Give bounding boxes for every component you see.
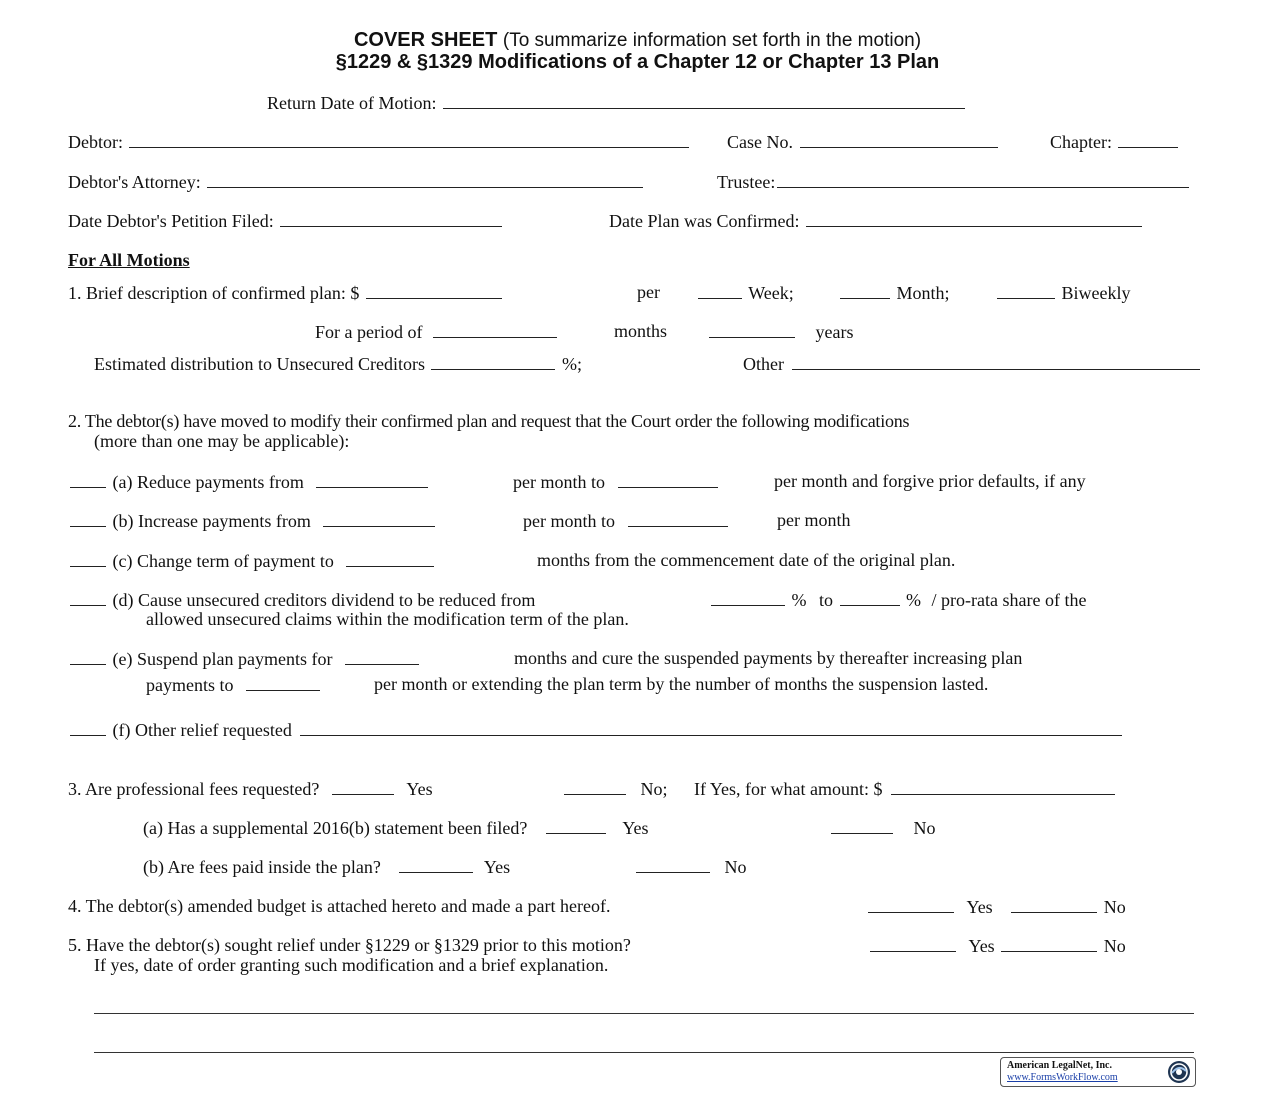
item3-a-yes: Yes — [622, 818, 649, 838]
item3-no: No; — [640, 779, 668, 799]
company-logo — [1000, 1057, 1196, 1087]
item4-no-field[interactable] — [1011, 896, 1097, 913]
item2-b-mid: per month to — [523, 511, 615, 531]
item2-a-mid: per month to — [513, 472, 605, 492]
estimated-label: Estimated distribution to Unsecured Creditors — [94, 354, 425, 374]
item3-a-no: No — [913, 818, 936, 838]
return-date-row — [267, 92, 967, 114]
period-row — [315, 321, 559, 343]
item1-label: 1. Brief description of confirmed plan: $ — [68, 283, 360, 303]
petition-filed-row — [68, 210, 504, 232]
item2-c-row — [68, 550, 436, 572]
return-date-label: Return Date of Motion: — [267, 93, 437, 113]
item1-month-row — [838, 282, 950, 304]
item2-c-end: months from the commencement date of the original plan. — [537, 550, 956, 570]
item3-b-yes: Yes — [483, 857, 511, 877]
item2-c-term-field[interactable] — [346, 550, 434, 567]
item2-f-row — [68, 719, 1124, 741]
estimated-field[interactable] — [431, 353, 555, 370]
item2-d-check[interactable] — [70, 589, 106, 606]
item3-amount-field[interactable] — [891, 778, 1115, 795]
biweekly-field[interactable] — [997, 282, 1055, 299]
petition-filed-label: Date Debtor's Petition Filed: — [68, 211, 274, 231]
section-header: For All Motions — [68, 250, 190, 270]
item2-a-from-field[interactable] — [316, 471, 428, 488]
item2-a-to-field[interactable] — [618, 471, 718, 488]
item2-b-row — [68, 510, 437, 532]
item2-d-to: to — [819, 590, 834, 610]
item3-b-no: No — [724, 857, 747, 877]
period-field[interactable] — [433, 321, 557, 338]
globe-icon — [1167, 1060, 1191, 1084]
period-years-row — [707, 321, 853, 343]
item1-per: per — [637, 282, 660, 302]
item2-e-line2b: per month or extending the plan term by the number of months the suspension lasted. — [374, 674, 989, 694]
week-field[interactable] — [698, 282, 742, 299]
item3-amount-label: If Yes, for what amount: $ — [694, 779, 883, 799]
other-label: Other — [743, 354, 784, 374]
item2-line2: (more than one may be applicable): — [94, 431, 350, 451]
explanation-line-1[interactable] — [94, 1013, 1194, 1014]
week-label: Week; — [748, 283, 794, 303]
biweekly-label: Biweekly — [1061, 283, 1131, 303]
item3-a-yes-field[interactable] — [546, 817, 606, 834]
item3-label: 3. Are professional fees requested? — [68, 779, 320, 799]
item2-d-end: / pro-rata share of the — [931, 590, 1087, 610]
item2-a-row — [68, 471, 430, 493]
item3-b-label: (b) Are fees paid inside the plan? — [143, 857, 381, 877]
item2-line1: 2. The debtor(s) have moved to modify their confirmed plan and request that the Court order the following modifications — [68, 411, 910, 431]
item4-options — [866, 896, 1126, 918]
item2-f-check[interactable] — [70, 719, 106, 736]
item2-d-row — [68, 589, 535, 611]
item5-line2: If yes, date of order granting such modification and a brief explanation. — [94, 955, 609, 975]
debtor-label: Debtor: — [68, 132, 123, 152]
title-bold: COVER SHEET — [353, 29, 498, 51]
item2-c-label: (c) Change term of payment to — [112, 551, 334, 571]
item2-c-check[interactable] — [70, 550, 106, 567]
item2-b-end: per month — [777, 510, 851, 530]
item1-biweekly-row — [995, 282, 1131, 304]
item2-d-pct-row — [709, 589, 1086, 611]
item5-no: No — [1103, 936, 1126, 956]
period-label: For a period of — [315, 322, 423, 342]
item2-a-mid-row — [513, 471, 720, 493]
years-label: years — [815, 322, 854, 342]
item2-b-from-field[interactable] — [323, 510, 435, 527]
other-field[interactable] — [792, 353, 1200, 370]
item2-a-label: (a) Reduce payments from — [112, 472, 304, 492]
item2-a-check[interactable] — [70, 471, 106, 488]
trustee-row — [717, 171, 1191, 193]
logo-url-link[interactable]: www.FormsWorkFlow.com — [1007, 1072, 1118, 1083]
item2-b-label: (b) Increase payments from — [112, 511, 311, 531]
trustee-field[interactable] — [777, 171, 1189, 188]
item2-e-line2a: payments to — [146, 675, 234, 695]
item1-row1 — [68, 282, 504, 304]
item3-yes-field[interactable] — [332, 778, 394, 795]
plan-confirmed-row — [609, 210, 1144, 232]
case-no-field[interactable] — [800, 131, 998, 148]
item3-yes: Yes — [406, 779, 433, 799]
plan-confirmed-field[interactable] — [806, 210, 1142, 227]
case-no-row — [727, 131, 1000, 153]
item5-label: 5. Have the debtor(s) sought relief under §1229 or §1329 prior to this motion? — [68, 935, 631, 955]
item3-b-no-row — [634, 856, 747, 878]
item5-options — [868, 935, 1126, 957]
return-date-field[interactable] — [443, 92, 965, 109]
item2-e-row — [68, 648, 421, 670]
trustee-label: Trustee: — [717, 172, 776, 192]
estimated-row — [94, 353, 582, 375]
item3-no-row — [562, 778, 668, 800]
title-note: (To summarize information set forth in the motion) — [502, 30, 922, 51]
item2-d-pct2: % — [906, 590, 922, 610]
item3-b-yes-field[interactable] — [399, 856, 473, 873]
item2-e-check[interactable] — [70, 648, 106, 665]
item2-d-label: (d) Cause unsecured creditors dividend to be reduced from — [112, 590, 536, 610]
item3-amount-row — [694, 778, 1117, 800]
item3-a-label: (a) Has a supplemental 2016(b) statement been filed? — [143, 818, 528, 838]
item2-e-line2 — [146, 674, 322, 696]
item2-e-payment-field[interactable] — [246, 674, 320, 691]
chapter-field[interactable] — [1118, 131, 1178, 148]
item3-b-row — [143, 856, 510, 878]
item2-d-from-field[interactable] — [711, 589, 785, 606]
period-months: months — [614, 321, 668, 341]
item3-a-no-field[interactable] — [831, 817, 893, 834]
other-row — [743, 353, 1202, 375]
attorney-label: Debtor's Attorney: — [68, 172, 201, 192]
item4-yes-field[interactable] — [868, 896, 954, 913]
item4-label: 4. The debtor(s) amended budget is attached hereto and made a part hereof. — [68, 896, 611, 916]
item5-yes: Yes — [968, 936, 995, 956]
item2-d-to-field[interactable] — [840, 589, 900, 606]
years-field[interactable] — [709, 321, 795, 338]
case-no-label: Case No. — [727, 132, 793, 152]
item5-no-field[interactable] — [1001, 935, 1097, 952]
estimated-pct: %; — [561, 354, 582, 374]
item3-a-row — [143, 817, 649, 839]
logo-company: American LegalNet, Inc. — [1007, 1060, 1112, 1071]
petition-filed-field[interactable] — [280, 210, 502, 227]
item2-d-line2: allowed unsecured claims within the modification term of the plan. — [146, 609, 629, 629]
item3-a-no-row — [829, 817, 936, 839]
page-subtitle: §1229 & §1329 Modifications of a Chapter 12 or Chapter 13 Plan — [335, 51, 940, 73]
plan-confirmed-label: Date Plan was Confirmed: — [609, 211, 800, 231]
item2-e-label: (e) Suspend plan payments for — [112, 649, 333, 669]
chapter-row — [1050, 131, 1180, 153]
item2-f-field[interactable] — [300, 719, 1122, 736]
attorney-field[interactable] — [207, 171, 643, 188]
debtor-row — [68, 131, 691, 153]
item2-d-pct1: % — [791, 590, 807, 610]
month-label: Month; — [896, 283, 950, 303]
item3-b-no-field[interactable] — [636, 856, 710, 873]
item4-yes: Yes — [966, 897, 993, 917]
chapter-label: Chapter: — [1050, 132, 1112, 152]
item2-e-months-field[interactable] — [345, 648, 419, 665]
item3-no-field[interactable] — [564, 778, 626, 795]
item2-f-label: (f) Other relief requested — [112, 720, 292, 740]
item2-a-end: per month and forgive prior defaults, if any — [774, 471, 1086, 491]
item2-e-end: months and cure the suspended payments by thereafter increasing plan — [514, 648, 1023, 668]
explanation-line-2[interactable] — [94, 1052, 1194, 1053]
item2-b-mid-row — [523, 510, 730, 532]
item4-no: No — [1103, 897, 1126, 917]
plan-amount-field[interactable] — [366, 282, 502, 299]
debtor-field[interactable] — [129, 131, 689, 148]
item1-week-row — [696, 282, 794, 304]
item2-b-check[interactable] — [70, 510, 106, 527]
month-field[interactable] — [840, 282, 890, 299]
item5-yes-field[interactable] — [870, 935, 956, 952]
item2-b-to-field[interactable] — [628, 510, 728, 527]
item3-row — [68, 778, 433, 800]
page-title — [0, 29, 1275, 52]
attorney-row — [68, 171, 645, 193]
